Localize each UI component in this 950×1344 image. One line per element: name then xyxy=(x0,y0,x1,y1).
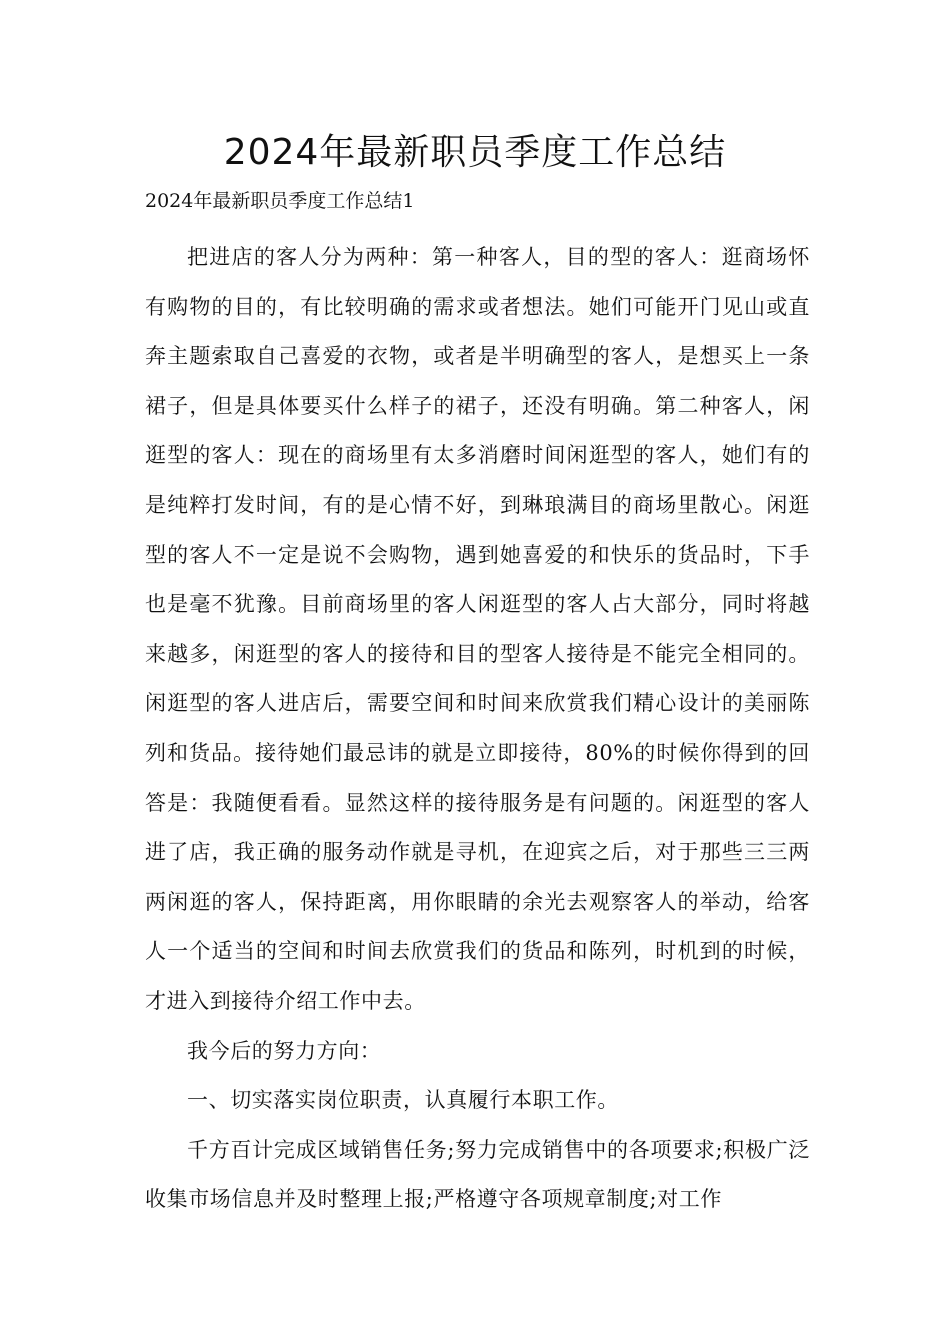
document-body xyxy=(145,233,810,1225)
paragraph-section-one-heading: 一、切实落实岗位职责，认真履行本职工作。 xyxy=(187,1088,619,1113)
paragraph-sales-tasks: 千方百计完成区域销售任务;努力完成销售中的各项要求;积极广泛收集市场信息并及时整理上报;严格遵守各项规章制度;对工作 xyxy=(145,1137,810,1212)
paragraph-customer-types: 把进店的客人分为两种：第一种客人，目的型的客人：逛商场怀有购物的目的，有比较明确的需求或者想法。她们可能开门见山或直奔主题索取自己喜爱的衣物，或者是半明确型的客人，是想买上一条裙子，但是具体要买什么样子的裙子，还没有明确。第二种客人，闲逛型的客人：现在的商场里有太多消磨时间闲逛型的客人，她们有的是纯粹打发时间，有的是心情不好，到琳琅满目的商场里散心。闲逛型的客人不一定是说不会购物，遇到她喜爱的和快乐的货品时，下手也是毫不犹豫。目前商场里的客人闲逛型的客人占大部分，同时将越来越多，闲逛型的客人的接待和目的型客人接待是不能完全相同的。闲逛型的客人进店后，需要空间和时间来欣赏我们精心设计的美丽陈列和货品。接待她们最忌讳的就是立即接待，80%的时候你得到的回答是：我随便看看。显然这样的接待服务是有问题的。闲逛型的客人进了店，我正确的服务动作就是寻机，在迎宾之后，对于那些三三两两闲逛的客人，保持距离，用你眼睛的余光去观察客人的举动，给客人一个适当的空间和时间去欣赏我们的货品和陈列，时机到的时候，才进入到接待介绍工作中去。 xyxy=(145,245,810,1013)
document-subtitle: 2024年最新职员季度工作总结1 xyxy=(145,190,415,212)
document-title: 2024年最新职员季度工作总结 xyxy=(223,132,727,173)
paragraph-future-direction: 我今后的努力方向： xyxy=(187,1038,382,1063)
